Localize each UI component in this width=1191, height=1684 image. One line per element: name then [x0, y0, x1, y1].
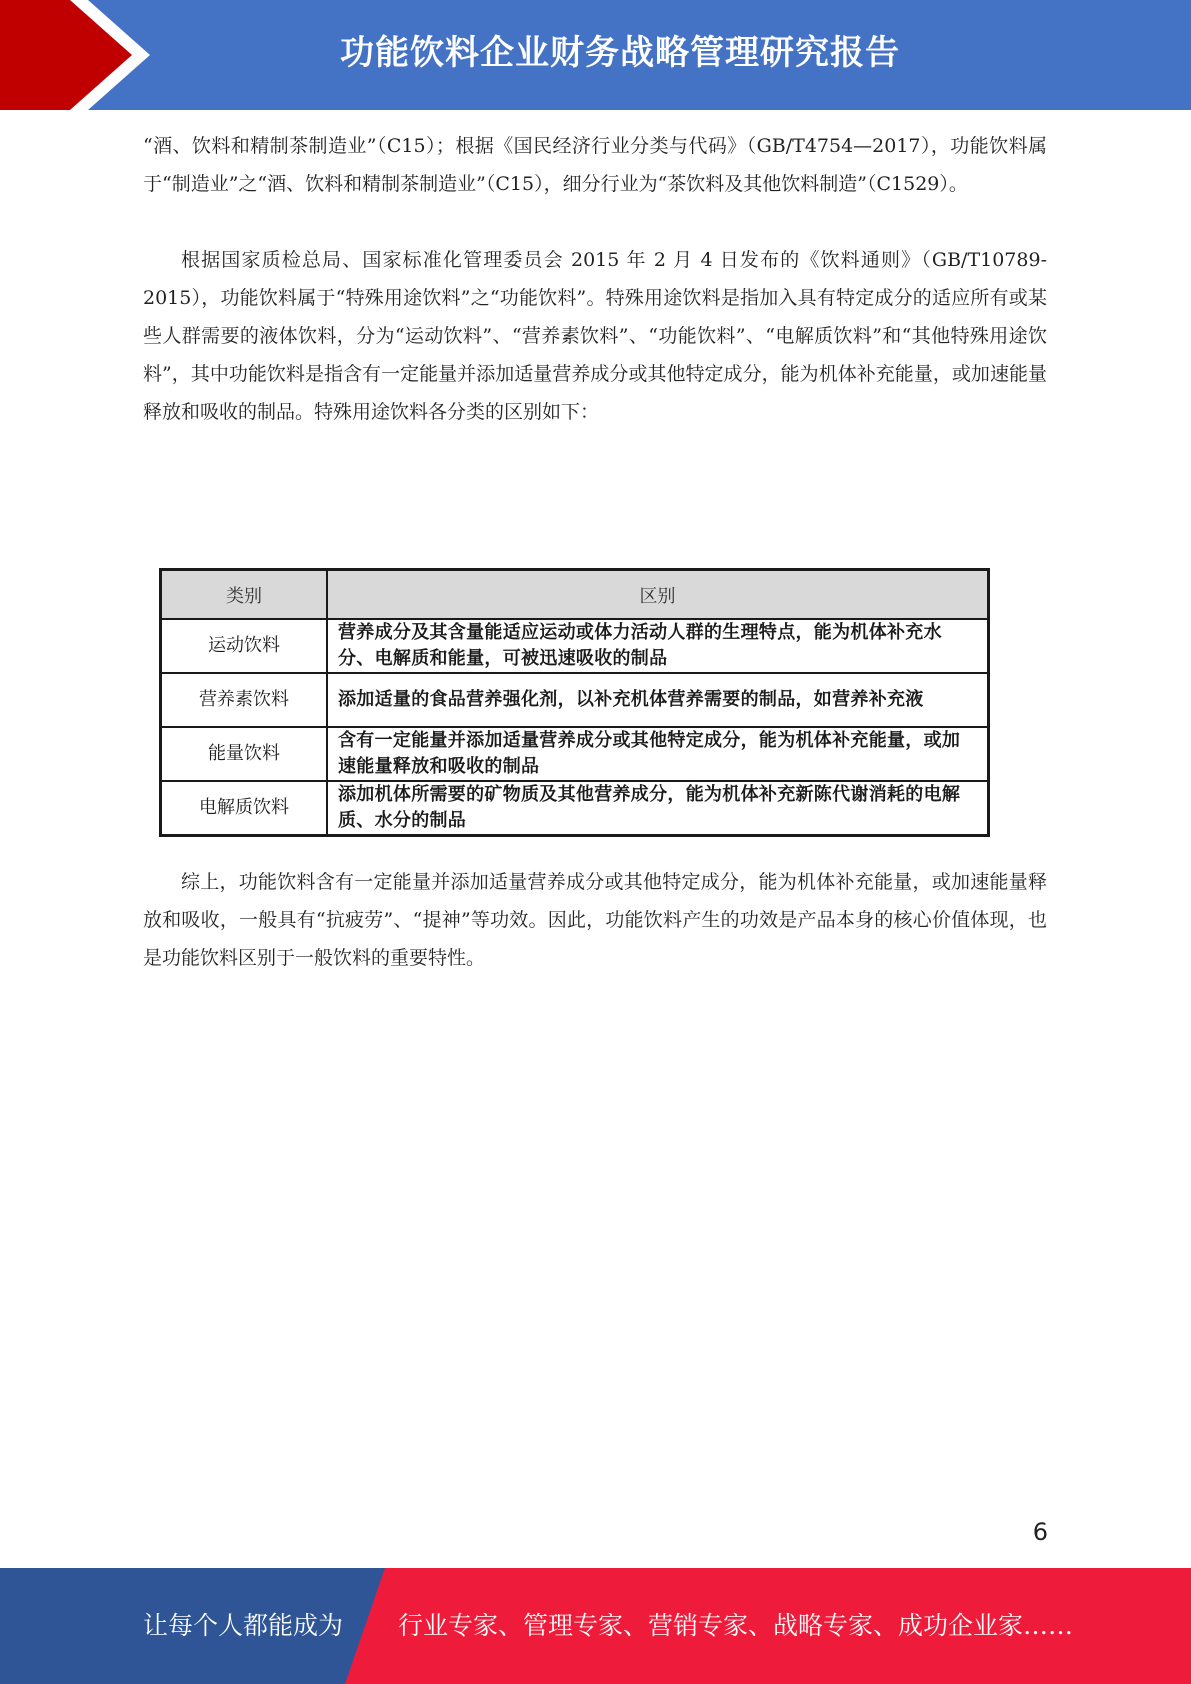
classification-table	[159, 568, 990, 837]
page-number: 6	[1032, 1518, 1048, 1546]
table-row	[161, 619, 989, 673]
paragraph-industry-classification: “酒、饮料和精制茶制造业”（C15）；根据《国民经济行业分类与代码》（GB/T4754—2017），功能饮料属于“制造业”之“酒、饮料和精制茶制造业”（C15），细分行业为“茶饮料及其他饮料制造”（C1529）。	[143, 135, 1047, 195]
table-header-category: 类别	[161, 570, 328, 620]
classification-table-wrapper	[159, 568, 990, 837]
table-header-difference: 区别	[327, 570, 989, 620]
body-content	[143, 127, 1047, 431]
body-content-conclusion	[143, 863, 1047, 977]
table-cell-difference: 添加机体所需要的矿物质及其他营养成分，能为机体补充新陈代谢消耗的电解质、水分的制品	[327, 781, 989, 836]
paragraph-conclusion: 综上，功能饮料含有一定能量并添加适量营养成分或其他特定成分，能为机体补充能量，或加速能量释放和吸收，一般具有“抗疲劳”、“提神”等功效。因此，功能饮料产生的功效是产品本身的核心价值体现，也是功能饮料区别于一般饮料的重要特性。	[143, 871, 1047, 969]
table-header-row	[161, 570, 989, 620]
footer-slogan-right: 行业专家、管理专家、营销专家、战略专家、成功企业家……	[398, 1611, 1074, 1640]
table-cell-category: 能量饮料	[161, 727, 328, 781]
table-cell-category: 营养素饮料	[161, 673, 328, 727]
table-cell-difference: 营养成分及其含量能适应运动或体力活动人群的生理特点，能为机体补充水分、电解质和能量，可被迅速吸收的制品	[327, 619, 989, 673]
paragraph-beverage-standard: 根据国家质检总局、国家标准化管理委员会 2015 年 2 月 4 日发布的《饮料通则》（GB/T10789-2015），功能饮料属于“特殊用途饮料”之“功能饮料”。特殊用途饮料是指加入具有特定成分的适应所有或某些人群需要的液体饮料，分为“运动饮料”、“营养素饮料”、“功能饮料”、“电解质饮料”和“其他特殊用途饮料”，其中功能饮料是指含有一定能量并添加适量营养成分或其他特定成分，能为机体补充能量，或加速能量释放和吸收的制品。特殊用途饮料各分类的区别如下：	[143, 249, 1047, 423]
table-row	[161, 673, 989, 727]
document-title: 功能饮料企业财务战略管理研究报告	[340, 33, 900, 73]
chevron-decoration-icon	[0, 0, 160, 110]
table-cell-category: 运动饮料	[161, 619, 328, 673]
table-row	[161, 781, 989, 836]
page-footer	[0, 1568, 1191, 1684]
table-row	[161, 727, 989, 781]
page-header	[0, 0, 1191, 110]
table-cell-difference: 添加适量的食品营养强化剂，以补充机体营养需要的制品，如营养补充液	[327, 673, 989, 727]
table-cell-difference: 含有一定能量并添加适量营养成分或其他特定成分，能为机体补充能量，或加速能量释放和吸收的制品	[327, 727, 989, 781]
table-cell-category: 电解质饮料	[161, 781, 328, 836]
footer-slogan-left: 让每个人都能成为	[143, 1611, 344, 1640]
